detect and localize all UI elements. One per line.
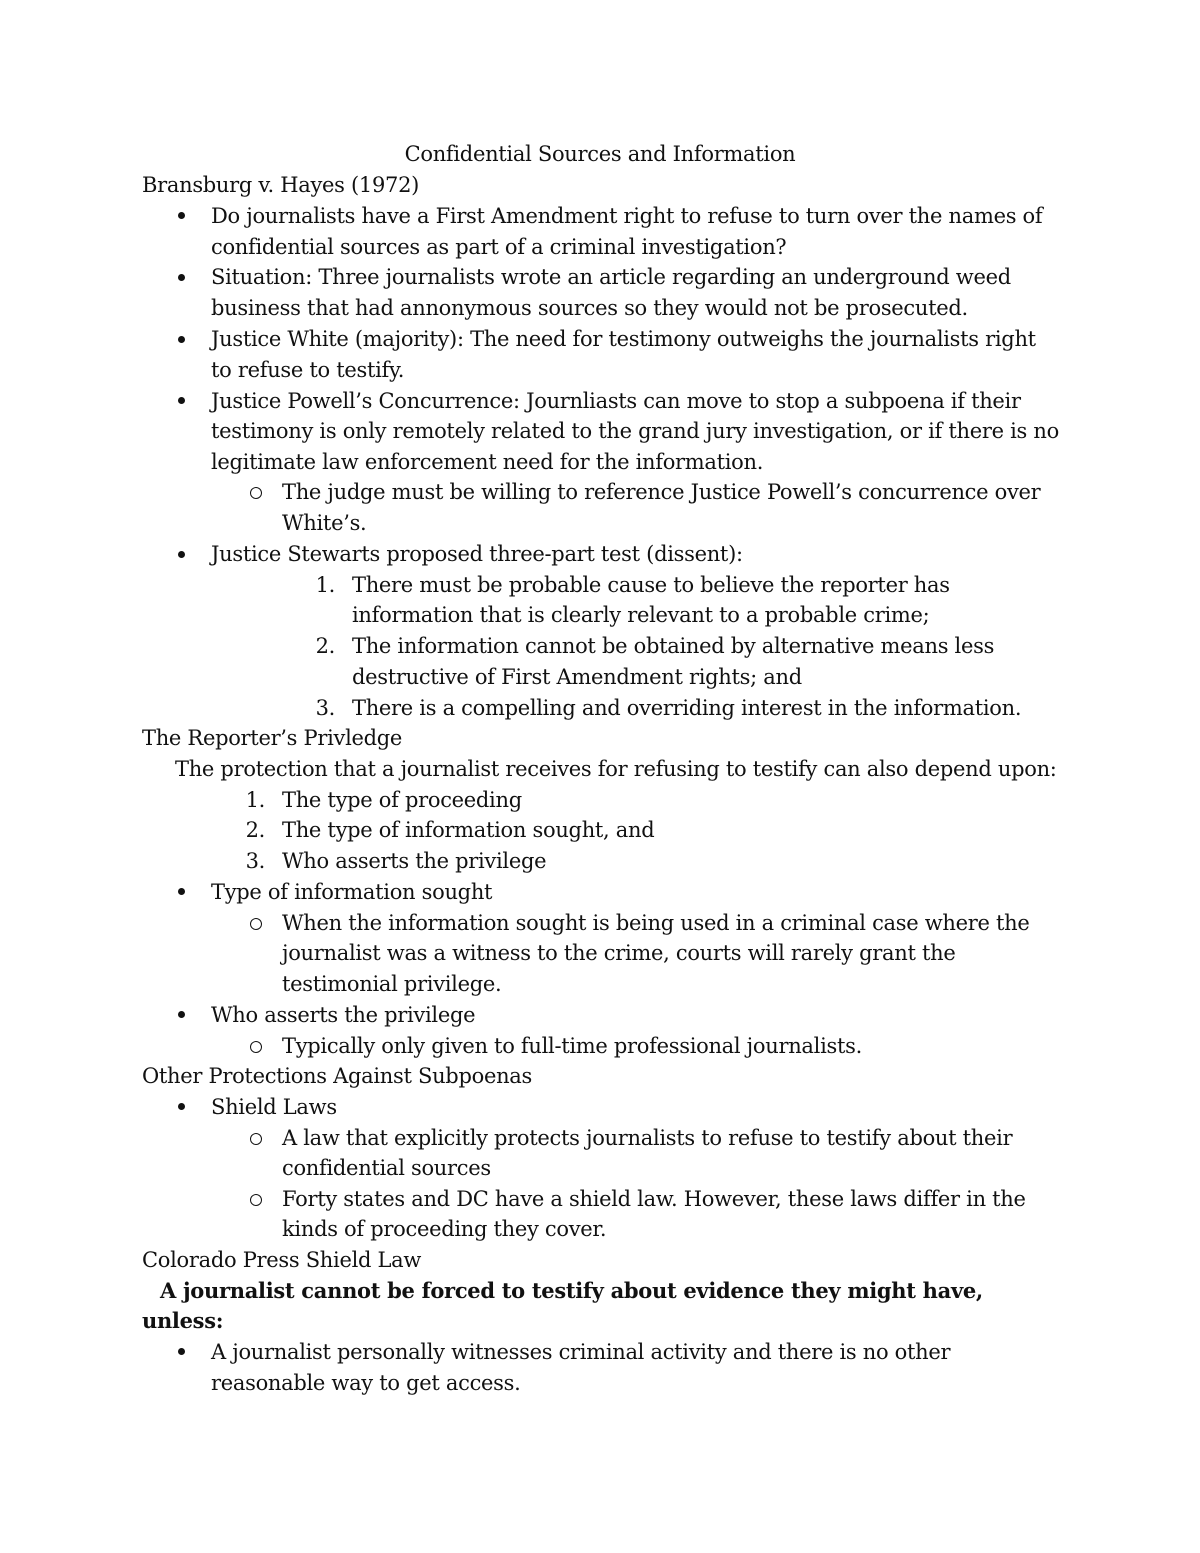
bullet-icon [178,1348,185,1355]
bullet-icon [178,274,185,281]
bullet-icon [178,551,185,558]
circle-bullet-icon [250,918,262,930]
bullet-icon [178,1103,185,1110]
list-number: 1. [315,573,335,597]
sub-item-text: Forty states and DC have a shield law. However, these laws differ in the [282,1187,1026,1211]
list-item-text: Justice Powell’s Concurrence: Journliasts can move to stop a subpoena if their [211,389,1021,413]
list-number: 1. [245,788,265,812]
circle-bullet-icon [250,1194,262,1206]
list-item-text: Shield Laws [211,1095,337,1119]
document-title: Confidential Sources and Information [404,142,796,166]
numbered-item-text: information that is clearly relevant to a probable crime; [352,603,930,627]
numbered-item-text: The type of proceeding [282,788,522,812]
circle-bullet-icon [250,1041,262,1053]
sub-item-text: Typically only given to full-time professional journalists. [282,1034,862,1058]
bold-statement: A journalist cannot be forced to testify about evidence they might have, [160,1278,983,1303]
bullet-icon [178,336,185,343]
list-item-text: A journalist personally witnesses criminal activity and there is no other [211,1340,951,1364]
circle-bullet-icon [250,1133,262,1145]
section-heading-reporters-privilege: The Reporter’s Privledge [142,726,403,750]
bullet-icon [178,212,185,219]
sub-item-text: kinds of proceeding they cover. [282,1217,607,1241]
circle-bullet-icon [250,487,262,499]
numbered-item-text: There is a compelling and overriding interest in the information. [352,696,1022,720]
numbered-item-text: There must be probable cause to believe the reporter has [352,573,950,597]
sub-item-text: When the information sought is being used in a criminal case where the [282,911,1030,935]
list-item-text: Do journalists have a First Amendment right to refuse to turn over the names of [211,204,1043,228]
sub-item-text: White’s. [282,511,367,535]
numbered-item-text: Who asserts the privilege [282,849,547,873]
sub-item-text: confidential sources [282,1156,491,1180]
bullet-icon [178,397,185,404]
sub-item-text: The judge must be willing to reference Justice Powell’s concurrence over [282,480,1041,504]
sub-item-text: journalist was a witness to the crime, courts will rarely grant the [282,941,956,965]
list-item-text: reasonable way to get access. [211,1371,521,1395]
numbered-item-text: destructive of First Amendment rights; and [352,665,802,689]
list-item-text: Justice White (majority): The need for testimony outweighs the journalists right [211,327,1036,351]
section-heading-colorado-shield-law: Colorado Press Shield Law [142,1248,422,1272]
list-item-text: Type of information sought [211,880,493,904]
list-number: 3. [315,696,335,720]
section-heading-other-protections: Other Protections Against Subpoenas [142,1064,532,1088]
list-item-text: Situation: Three journalists wrote an article regarding an underground weed [211,265,1011,289]
numbered-item-text: The information cannot be obtained by alternative means less [352,634,995,658]
list-item-text: Justice Stewarts proposed three-part test (dissent): [211,542,743,566]
sub-item-text: A law that explicitly protects journalists to refuse to testify about their [282,1126,1013,1150]
list-number: 2. [245,818,265,842]
bullet-icon [178,888,185,895]
bullet-icon [178,1011,185,1018]
list-number: 2. [315,634,335,658]
list-item-text: Who asserts the privilege [211,1003,476,1027]
list-item-text: business that had annonymous sources so they would not be prosecuted. [211,296,968,320]
list-number: 3. [245,849,265,873]
section-heading-bransburg: Bransburg v. Hayes (1972) [142,173,420,197]
list-item-text: testimony is only remotely related to the grand jury investigation, or if there is no [211,419,1059,443]
section-intro: The protection that a journalist receives for refusing to testify can also depend upon: [175,757,1057,781]
list-item-text: legitimate law enforcement need for the information. [211,450,764,474]
bold-statement: unless: [142,1308,224,1333]
list-item-text: confidential sources as part of a criminal investigation? [211,235,787,259]
sub-item-text: testimonial privilege. [282,972,502,996]
numbered-item-text: The type of information sought, and [282,818,655,842]
list-item-text: to refuse to testify. [211,358,405,382]
